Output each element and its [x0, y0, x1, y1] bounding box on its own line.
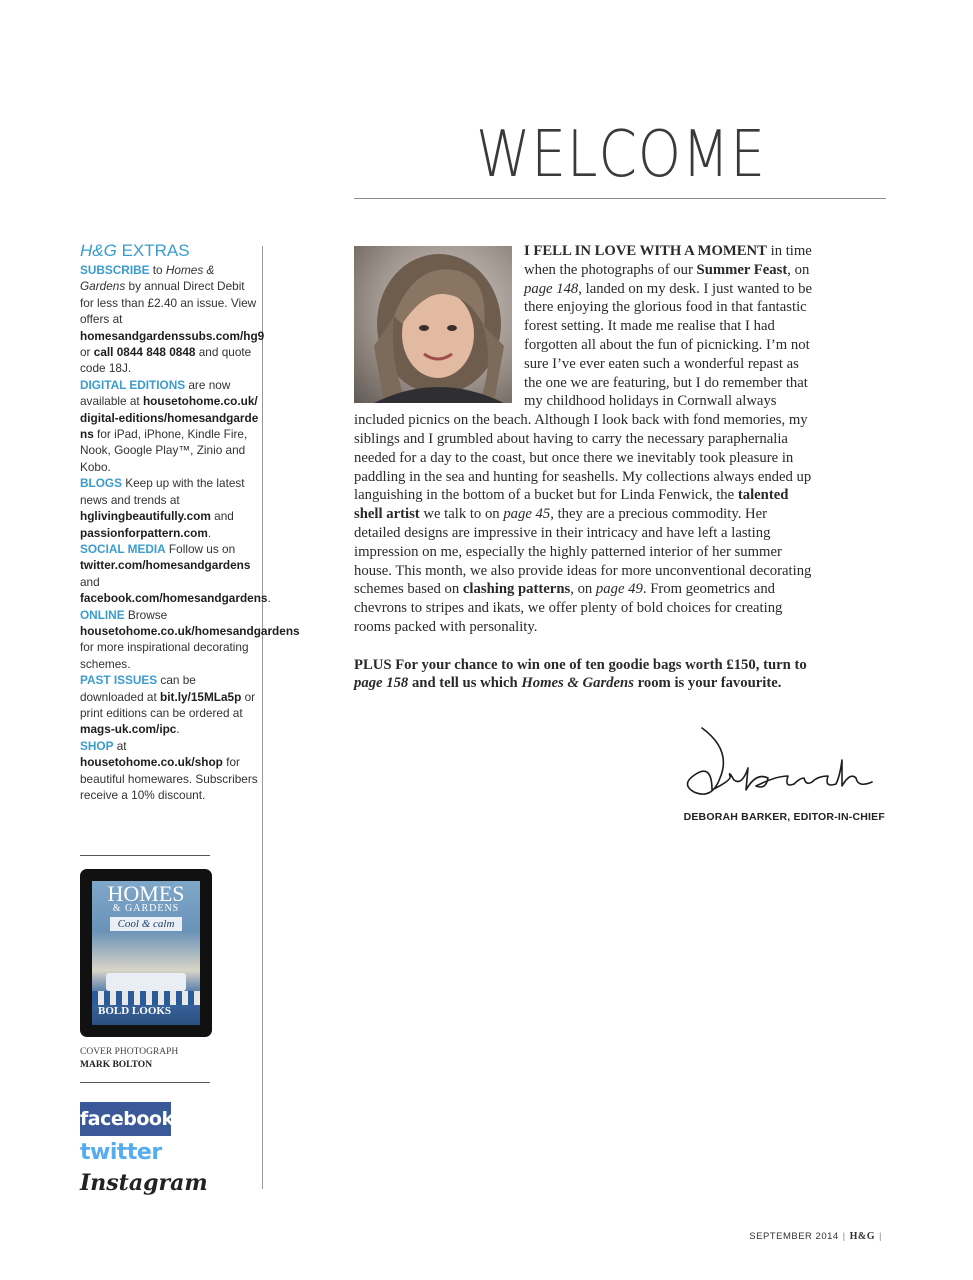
past-issues-label: PAST ISSUES	[80, 673, 158, 688]
cover-caption-label: COVER PHOTOGRAPH	[80, 1047, 179, 1057]
blog-link-pattern[interactable]: passionforpattern.com	[80, 525, 208, 540]
page-title: WELCOME	[476, 118, 766, 192]
subscribe-phone: call 0844 848 0848	[93, 345, 196, 360]
issue-date: SEPTEMBER 2014	[749, 1231, 839, 1242]
portrait-spacer	[354, 242, 524, 410]
online-label: ONLINE	[80, 607, 125, 622]
twitter-logo[interactable]: twitter	[80, 1140, 162, 1165]
competition-paragraph: PLUS For your chance to win one of ten goodie bags worth £150, turn to page 158 and tell us which Homes & Gardens room is your favourite.	[354, 656, 807, 692]
sidebar-item-digital-editions: DIGITAL EDITIONS are now available at housetohome.co.uk/digital-editions/homesandgardens for iPad, iPhone, Kindle Fire, Nook, Google Play™, Zinio and Kobo.	[80, 377, 259, 474]
sidebar-item-blogs: BLOGS Keep up with the latest news and trends at hglivingbeautifully.com and passionforpattern.com.	[80, 476, 245, 540]
social-media-label: SOCIAL MEDIA	[80, 541, 166, 556]
sidebar-heading: H&G EXTRAS	[80, 241, 190, 260]
sidebar-divider	[262, 246, 263, 1189]
sidebar	[80, 241, 300, 803]
digital-editions-link[interactable]: housetohome.co.uk/digital-editions/homesandgardens	[80, 394, 259, 442]
subscribe-label: SUBSCRIBE	[80, 263, 150, 277]
editor-signature	[672, 720, 886, 810]
cover-caption	[80, 1046, 178, 1072]
print-order-link[interactable]: mags-uk.com/ipc	[80, 722, 177, 737]
cover-masthead: HOMES	[107, 881, 185, 906]
editor-credit: DEBORAH BARKER, EDITOR-IN-CHIEF	[683, 811, 885, 823]
facebook-logo[interactable]: facebook	[80, 1102, 171, 1136]
online-link[interactable]: housetohome.co.uk/homesandgardens	[80, 623, 300, 638]
twitter-link[interactable]: twitter.com/homesandgardens	[80, 558, 251, 573]
shop-label: SHOP	[80, 738, 114, 753]
magazine-cover	[92, 881, 200, 1025]
facebook-link[interactable]: facebook.com/homesandgardens	[80, 591, 268, 606]
cover-rug-shape	[92, 991, 200, 1005]
ipad-cover-image	[80, 869, 212, 1037]
blogs-label: BLOGS	[80, 476, 122, 491]
cover-sofa-shape	[106, 973, 186, 991]
letter-paragraph: I FELL IN LOVE WITH A MOMENT in time when the photographs of our Summer Feast, on page 148, landed on my desk. I just wanted to be there enjoying the glorious food in that fantastic forest setting. It made me realise that I had forgotten all about the fun of picnicking. I’m not sure I’ve ever eaten such a wonderful repast as the one we are featuring, but I do remember that my childhood holidays in Cornwall always included picnics on the beach. Although I look back with fond memories, my siblings and I grumbled about having to carry the necessary paraphernalia needed for a day to the coast, but once there we inevitably took pleasure in paddling in the sea and hunting for seashells. My collections always ended up languishing in the bottom of a bucket but for Linda Fenwick, the talented shell artist we talk to on page 45, they are a precious commodity. Her detailed designs are impressive in their intricacy and have left a lasting impression on me, especially the highly patterned interior of her summer house. This month, we also provide ideas for more unconventional decorating schemes based on clashing patterns, on page 49. From geometrics and chevrons to stripes and ikats, we offer plenty of bold choices for creating rooms packed with personality.	[354, 243, 812, 635]
instagram-logo[interactable]: Instagram	[80, 1170, 208, 1196]
sidebar-rule	[80, 855, 210, 856]
sidebar-item-past-issues: PAST ISSUES can be downloaded at bit.ly/15MLa5p or print editions can be ordered at mags-uk.com/ipc.	[80, 673, 256, 737]
cover-masthead-sub: & GARDENS	[112, 903, 180, 914]
shop-link[interactable]: housetohome.co.uk/shop	[80, 755, 223, 770]
subscribe-link[interactable]: homesandgardenssubs.com/hg9	[80, 328, 265, 343]
sidebar-item-subscribe: SUBSCRIBE to Homes & Gardens by annual Direct Debit for less than £2.40 an issue. View offers at homesandgardenssubs.com/hg9 or call 0844 848 0848 and quote code 18J.	[80, 263, 265, 376]
digital-editions-label: DIGITAL EDITIONS	[80, 377, 186, 392]
download-link[interactable]: bit.ly/15MLa5p	[160, 689, 242, 704]
editor-letter	[354, 242, 816, 693]
footer-brand: H&G	[849, 1231, 876, 1242]
sidebar-item-social-media: SOCIAL MEDIA Follow us on twitter.com/homesandgardens and facebook.com/homesandgardens.	[80, 541, 271, 606]
title-divider	[354, 198, 886, 199]
sidebar-item-shop: SHOP at housetohome.co.uk/shop for beautiful homewares. Subscribers receive a 10% discount.	[80, 738, 258, 802]
sidebar-rule-lower	[80, 1082, 210, 1083]
page-footer: SEPTEMBER 2014 | H&G |	[749, 1231, 882, 1242]
letter-lead: I FELL IN LOVE WITH A MOMENT	[524, 243, 767, 259]
cover-caption-credit: MARK BOLTON	[80, 1060, 153, 1070]
blog-link-living[interactable]: hglivingbeautifully.com	[80, 509, 211, 524]
cover-bottomline: BOLD LOOKS	[98, 1005, 172, 1017]
cover-coverline: Cool & calm	[110, 917, 182, 931]
sidebar-item-online: ONLINE Browse housetohome.co.uk/homesandgardens for more inspirational decorating schemes.	[80, 607, 300, 671]
